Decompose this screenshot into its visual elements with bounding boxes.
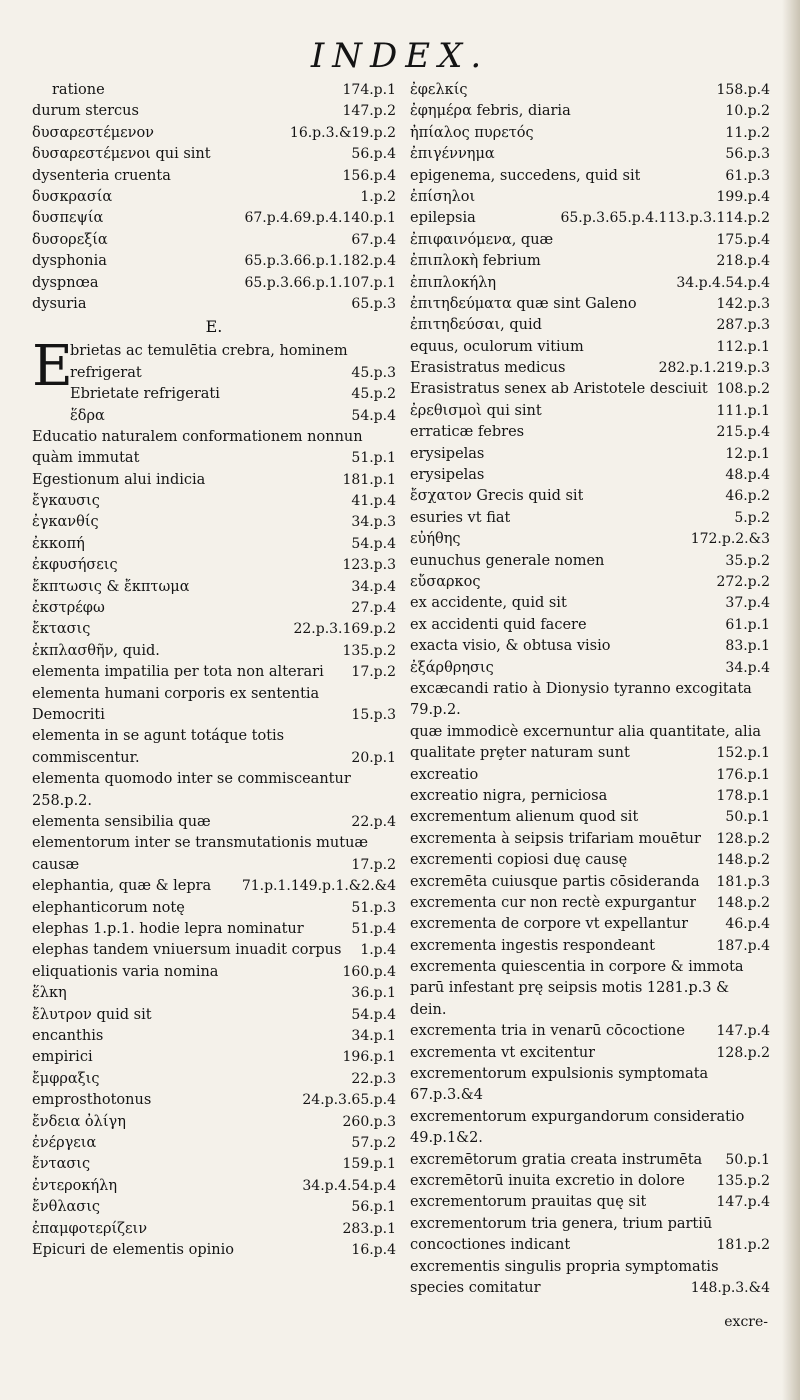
index-entry [410,251,770,272]
entry-page-ref: 111.p.1 [716,402,770,419]
entry-page-ref: 147.p.2 [342,103,396,120]
index-entry [32,1047,396,1068]
entry-page-ref: 65.p.3 [351,295,396,312]
entry-page-ref: 16.p.3.&19.p.2 [289,124,396,141]
index-entry [410,914,770,935]
entry-page-ref: 196.p.1 [342,1049,396,1066]
entry-term: ἕλκη [32,985,67,1002]
index-entry [32,577,396,598]
entry-page-ref: 27.p.4 [351,600,396,617]
entry-term: excrementorum expurgandorum consideratio 49.p.1&2. [410,1108,745,1147]
page-title: INDEX. [310,36,490,76]
index-entry [32,251,396,272]
index-entry [32,898,396,919]
index-entry [32,273,396,294]
index-entry [410,508,770,529]
index-entry [32,80,396,101]
index-entry [32,983,396,1004]
entry-term: elephas tandem vniuersum inuadit corpus [32,942,342,959]
entry-page-ref: 147.p.4 [716,1194,770,1211]
entry-term: εὔσαρκος [410,573,481,590]
entry-page-ref: 11.p.2 [725,124,770,141]
entry-page-ref: 172.p.2.&3 [690,531,770,548]
entry-page-ref: 10.p.2 [725,103,770,120]
entry-term: erysipelas [410,445,485,462]
index-entry [410,1257,770,1300]
index-entry [32,166,396,187]
entry-page-ref: 181.p.1 [342,471,396,488]
entry-term: ἔντασις [32,1156,91,1173]
index-entry [32,187,396,208]
entry-page-ref: 174.p.1 [342,82,396,98]
index-entry [410,230,770,251]
index-entry [410,572,770,593]
entry-term: ἐξάρθρησις [410,659,494,676]
entry-page-ref: 135.p.2 [342,642,396,659]
index-entry [32,144,396,165]
entry-page-ref: 48.p.4 [725,467,770,484]
entry-page-ref: 67.p.4.69.p.4.140.p.1 [244,210,396,227]
index-entry [32,1090,396,1111]
entry-term: excrementa quiescentia in corpore & immota parū infestant prę seipsis motis 1281.p.3 & dein. [410,959,744,1018]
entry-page-ref: 158.p.4 [716,82,770,98]
entry-term: epilepsia [410,210,476,227]
entry-page-ref: 199.p.4 [716,188,770,205]
entry-term: Egestionum alui indicia [32,471,206,488]
entry-page-ref: 71.p.1.149.p.1.&2.&4 [241,878,396,895]
entry-page-ref: 108.p.2 [716,381,770,398]
entry-page-ref: 147.p.4 [716,1023,770,1040]
entry-term: ἐκκοπή [32,535,85,552]
entry-term: emprosthotonus [32,1092,152,1109]
entry-page-ref: 57.p.2 [351,1134,396,1151]
entry-term: excrementa cur non rectè expurgantur [410,894,697,911]
entry-page-ref: 112.p.1 [716,338,770,355]
index-entry [410,294,770,315]
index-entry [410,765,770,786]
entry-term: excremēta cuiusque partis cōsideranda [410,873,700,890]
entry-page-ref: 56.p.4 [351,146,396,163]
entry-term: ἐπιτηδεύσαι, quid [410,317,542,334]
entry-page-ref: 34.p.1 [351,1027,396,1044]
entry-term: excrementi copiosi duę causę [410,852,628,869]
entry-term: Educatio naturalem conformationem nonnun quàm immutat [32,428,363,467]
index-entry [32,1133,396,1154]
entry-term: ἠπίαλος πυρετός [410,124,534,141]
entry-page-ref: 51.p.4 [351,921,396,938]
entry-page-ref: 142.p.3 [716,295,770,312]
entry-page-ref: 15.p.3 [351,707,396,724]
index-entry [32,684,396,727]
entry-term: ἐπιφαινόμενα, quæ [410,231,554,248]
entry-page-ref: 51.p.3 [351,899,396,916]
entry-term: ἐπιγέννημα [410,146,495,163]
index-entry [410,807,770,828]
entry-term: excrementa vt excitentur [410,1044,596,1061]
entry-page-ref: 17.p.2 [351,856,396,873]
entry-page-ref: 22.p.3 [351,1070,396,1087]
index-entry [32,662,396,683]
entry-page-ref: 34.p.3 [351,514,396,531]
index-entry [410,593,770,614]
entry-term: ἐπιπλοκὴ febrium [410,253,541,270]
entry-page-ref: 61.p.1 [725,616,770,633]
index-entry [410,893,770,914]
entry-page-ref: 156.p.4 [342,167,396,184]
entry-term: durum stercus [32,103,139,120]
entry-page-ref: 1.p.2 [360,188,396,205]
index-entry [410,123,770,144]
entry-term: excrementorum tria genera, trium partiū concoctiones indicant [410,1215,713,1254]
entry-term: dysuria [32,295,87,312]
entry-page-ref: 16.p.4 [351,1241,396,1258]
entry-page-ref: 181.p.3 [716,873,770,890]
entry-term: ἔκτασις [32,621,91,638]
index-entry [32,1112,396,1133]
index-entry [410,422,770,443]
index-entry [410,1107,770,1150]
entry-term: ἐκπλασθῆν, quid. [32,642,160,659]
entry-term: elephas 1.p.1. hodie lepra nominatur [32,921,304,938]
entry-page-ref: 148.p.2 [716,852,770,869]
index-entry [32,427,396,470]
entry-term: epigenema, succedens, quid sit [410,167,641,184]
index-entry [32,123,396,144]
entry-page-ref: 41.p.4 [351,493,396,510]
entry-term: δυσαρεστέμενον [32,124,154,141]
index-entry [32,406,396,427]
entry-term: dysphonia [32,253,107,270]
index-entry [32,1176,396,1197]
entry-term [70,341,396,384]
index-entry [410,486,770,507]
index-entry [32,1005,396,1026]
entry-page-ref: 65.p.3.66.p.1.107.p.1 [244,274,396,291]
entry-term: Erasistratus senex ab Aristotele desciuit [410,381,708,398]
entry-term: ἐφημέρα febris, diaria [410,103,571,120]
entry-term: excrementorum prauitas quę sit [410,1194,647,1211]
entry-term: erraticæ febres [410,424,525,441]
entry-term: exacta visio, & obtusa visio [410,638,611,655]
entry-term: ἐκστρέφω [32,600,105,617]
index-entry [410,465,770,486]
entry-term: excrementa à seipsis trifariam mouētur [410,830,701,847]
entry-page-ref: 159.p.1 [342,1156,396,1173]
entry-term: ἔνδεια ὀλίγη [32,1113,126,1130]
index-entry [410,850,770,871]
entry-term: ἐπιτηδεύματα quæ sint Galeno [410,295,637,312]
entry-term: ἐγκανθίς [32,514,99,531]
entry-page-ref: 50.p.1 [725,1151,770,1168]
entry-term: elementa quomodo inter se commisceantur 258.p.2. [32,771,351,809]
index-entry [410,679,770,722]
entry-page-ref: 128.p.2 [716,1044,770,1061]
index-entry [410,529,770,550]
drop-capital: E [32,334,73,400]
entry-term: ἔγκαυσις [32,493,100,510]
entry-term: δυσπεψία [32,210,104,227]
entry-term: ἔκπτωσις & ἔκπτωμα [32,578,190,595]
index-entry [410,273,770,294]
entry-term: excrementum alienum quod sit [410,809,639,826]
index-entry [410,936,770,957]
index-entry [410,1064,770,1107]
entry-term: ex accidenti quid facere [410,616,587,633]
page-edge-shadow [782,0,800,1400]
index-entry [32,208,396,229]
entry-page-ref: 148.p.2 [716,894,770,911]
entry-term: Erasistratus medicus [410,360,566,377]
entry-term: erysipelas [410,467,485,484]
entry-page-ref: 46.p.4 [725,916,770,933]
entry-term: ἐπίσηλοι [410,188,476,205]
index-entry [32,619,396,640]
entry-term: elementa sensibilia quæ [32,814,211,831]
index-entry [410,786,770,807]
entry-term: equus, oculorum vitium [410,338,584,355]
entry-term: elephanticorum notę [32,899,185,916]
entry-page-ref: 36.p.1 [351,985,396,1002]
index-entry [32,876,396,897]
catchword: excre- [724,1314,768,1330]
entry-term: ex accidente, quid sit [410,595,567,612]
entry-page-ref: 51.p.1 [351,450,396,467]
entry-term: excrementa ingestis respondeant [410,937,655,954]
right-column [410,80,770,1300]
entry-term: quæ immodicè excernuntur alia quantitate, alia qualitate prȩter naturam sunt [410,723,761,762]
entry-page-ref: 1.p.4 [360,942,396,959]
entry-term: Ebrietate refrigerati [70,386,220,403]
entry-page-ref: 12.p.1 [725,445,770,462]
entry-page-ref: 56.p.1 [351,1199,396,1216]
entry-page-ref: 37.p.4 [725,595,770,612]
index-entry [410,1150,770,1171]
index-entry [32,919,396,940]
index-entry [32,470,396,491]
index-entry [410,1043,770,1064]
index-entry [32,1197,396,1218]
entry-page-ref: 20.p.1 [351,749,396,766]
entry-term: elementa in se agunt totáque totis commiscentur. [32,728,285,766]
index-entry [32,598,396,619]
index-entry [32,512,396,533]
entry-term: excrementis singulis propria symptomatis species comitatur [410,1258,719,1297]
index-entry [32,1240,396,1261]
entry-page-ref: 34.p.4 [351,578,396,595]
index-entry [410,829,770,850]
index-entry [410,636,770,657]
entry-term: ἐνέργεια [32,1134,97,1151]
entry-page-ref: 65.p.3.65.p.4.113.p.3.114.p.2 [560,210,770,227]
index-entry [410,166,770,187]
entry-term: ἔσχατον Grecis quid sit [410,488,584,505]
index-entry [410,208,770,229]
index-entry [32,491,396,512]
entry-term: ἔλυτρον quid sit [32,1006,152,1023]
entry-page-ref: 175.p.4 [716,231,770,248]
index-entry [32,1154,396,1175]
index-entry [32,230,396,251]
entry-term: ἐφελκίς [410,82,468,98]
entry-term: elementorum inter se transmutationis mutuæ causæ [32,835,369,873]
entry-page-ref: 260.p.3 [342,1113,396,1130]
index-entry [32,1026,396,1047]
entry-term: eliquationis varia nomina [32,963,219,980]
index-entry [32,555,396,576]
left-column [32,80,396,1261]
index-entry [410,658,770,679]
index-entry [410,872,770,893]
entry-page-ref: 283.p.1 [342,1220,396,1237]
entry-page-ref: 45.p.3 [351,364,396,381]
index-entry [32,812,396,833]
entry-term: esuries vt fiat [410,509,511,526]
entry-page-ref: 128.p.2 [716,830,770,847]
index-entry [410,1192,770,1213]
entry-term: dyspnœa [32,274,99,291]
entry-term: empirici [32,1049,93,1066]
section-letter: E. [205,317,223,337]
index-entry [410,551,770,572]
entry-term: Epicuri de elementis opinio [32,1241,234,1258]
entry-term: ἔνθλασις [32,1199,101,1216]
entry-term: excrementa tria in venarū cōcoctione [410,1023,685,1040]
entry-term: ἐκφυσήσεις [32,557,118,574]
entry-page-ref: 54.p.4 [351,1006,396,1023]
index-entry [410,1021,770,1042]
entry-page-ref: 187.p.4 [716,937,770,954]
entry-page-ref: 46.p.2 [725,488,770,505]
index-entry [32,769,396,812]
entry-page-ref: 135.p.2 [716,1173,770,1190]
entry-page-ref: 215.p.4 [716,424,770,441]
entry-term: excreatio [410,766,479,783]
entry-term: εὐήθης [410,531,461,548]
index-entry [32,384,396,405]
entry-page-ref: 65.p.3.66.p.1.182.p.4 [244,253,396,270]
entry-page-ref: 34.p.4.54.p.4 [302,1177,396,1194]
entry-page-ref: 148.p.3.&4 [690,1280,770,1297]
index-entry [32,101,396,122]
entry-term: eunuchus generale nomen [410,552,605,569]
index-entry [410,80,770,101]
entry-page-ref: 54.p.4 [351,407,396,424]
entry-term: δυσορεξία [32,231,108,248]
entry-page-ref: 45.p.2 [351,386,396,403]
entry-page-ref: 34.p.4.54.p.4 [676,274,770,291]
entry-term: excreatio nigra, perniciosa [410,787,608,804]
entry-page-ref: 34.p.4 [725,659,770,676]
index-entry [32,726,396,769]
index-entry [410,101,770,122]
index-entry [410,1171,770,1192]
entry-term: ἔμφραξις [32,1070,100,1087]
index-entry [410,187,770,208]
index-entry [410,358,770,379]
index-entry [410,722,770,765]
entry-page-ref: 67.p.4 [351,231,396,248]
entry-page-ref: 218.p.4 [716,253,770,270]
entry-term: excremētorū inuita excretio in dolore [410,1173,685,1190]
entry-page-ref: 178.p.1 [716,787,770,804]
index-entry [410,144,770,165]
entry-page-ref: 5.p.2 [734,509,770,526]
entry-page-ref: 282.p.1.219.p.3 [658,360,770,377]
index-entry [32,534,396,555]
entry-page-ref: 176.p.1 [716,766,770,783]
entry-term: dysenteria cruenta [32,167,171,184]
entry-term: ἐντεροκήλη [32,1177,118,1194]
entry-term: encanthis [32,1027,104,1044]
entry-page-ref: 22.p.3.169.p.2 [293,621,396,638]
entry-page-ref: 181.p.2 [716,1237,770,1254]
index-entry [410,615,770,636]
entry-term: ἕδρα [70,407,105,424]
entry-page-ref: 152.p.1 [716,745,770,762]
entry-term: ἐρεθισμοὶ qui sint [410,402,542,419]
entry-term: ἐπαμφοτερίζειν [32,1220,148,1237]
dropcap-text: brietas ac temulētia crebra, hominem refrigerat [70,343,348,381]
index-entry [32,294,396,315]
index-entry [410,444,770,465]
entry-page-ref: 287.p.3 [716,317,770,334]
index-entry [410,379,770,400]
index-entry [410,315,770,336]
entry-term: ἐπιπλοκήλη [410,274,497,291]
index-entry [32,1219,396,1240]
entry-term: excrementorum expulsionis symptomata 67.p.3.&4 [410,1066,709,1104]
entry-term: elementa humani corporis ex sententia Democriti [32,685,320,724]
index-entry [410,1214,770,1257]
entry-page-ref: 17.p.2 [351,664,396,681]
entry-term: excremētorum gratia creata instrumēta [410,1151,703,1168]
entry-term: ratione [52,82,105,98]
entry-page-ref: 61.p.3 [725,167,770,184]
entry-page-ref: 160.p.4 [342,963,396,980]
index-entry [410,957,770,1021]
entry-term: elephantia, quæ & lepra [32,878,212,895]
entry-term: excrementa de corpore vt expellantur [410,916,689,933]
entry-page-ref: 56.p.3 [725,146,770,163]
entry-term: excæcandi ratio à Dionysio tyranno excogitata 79.p.2. [410,680,752,719]
entry-page-ref: 24.p.3.65.p.4 [302,1092,396,1109]
entry-page-ref: 35.p.2 [725,552,770,569]
entry-page-ref: 123.p.3 [342,557,396,574]
entry-page-ref: 83.p.1 [725,638,770,655]
index-entry [410,337,770,358]
index-entry [32,962,396,983]
index-entry [32,833,396,876]
entry-page-ref: 272.p.2 [716,573,770,590]
index-entry [32,940,396,961]
index-entry [410,401,770,422]
entry-page-ref: 54.p.4 [351,535,396,552]
entry-term: δυσκρασία [32,188,113,205]
entry-page-ref: 22.p.4 [351,814,396,831]
index-entry [32,641,396,662]
entry-term: δυσαρεστέμενοι qui sint [32,146,211,163]
entry-page-ref: 50.p.1 [725,809,770,826]
index-entry [32,1069,396,1090]
entry-term: elementa impatilia per tota non alterari [32,664,324,681]
